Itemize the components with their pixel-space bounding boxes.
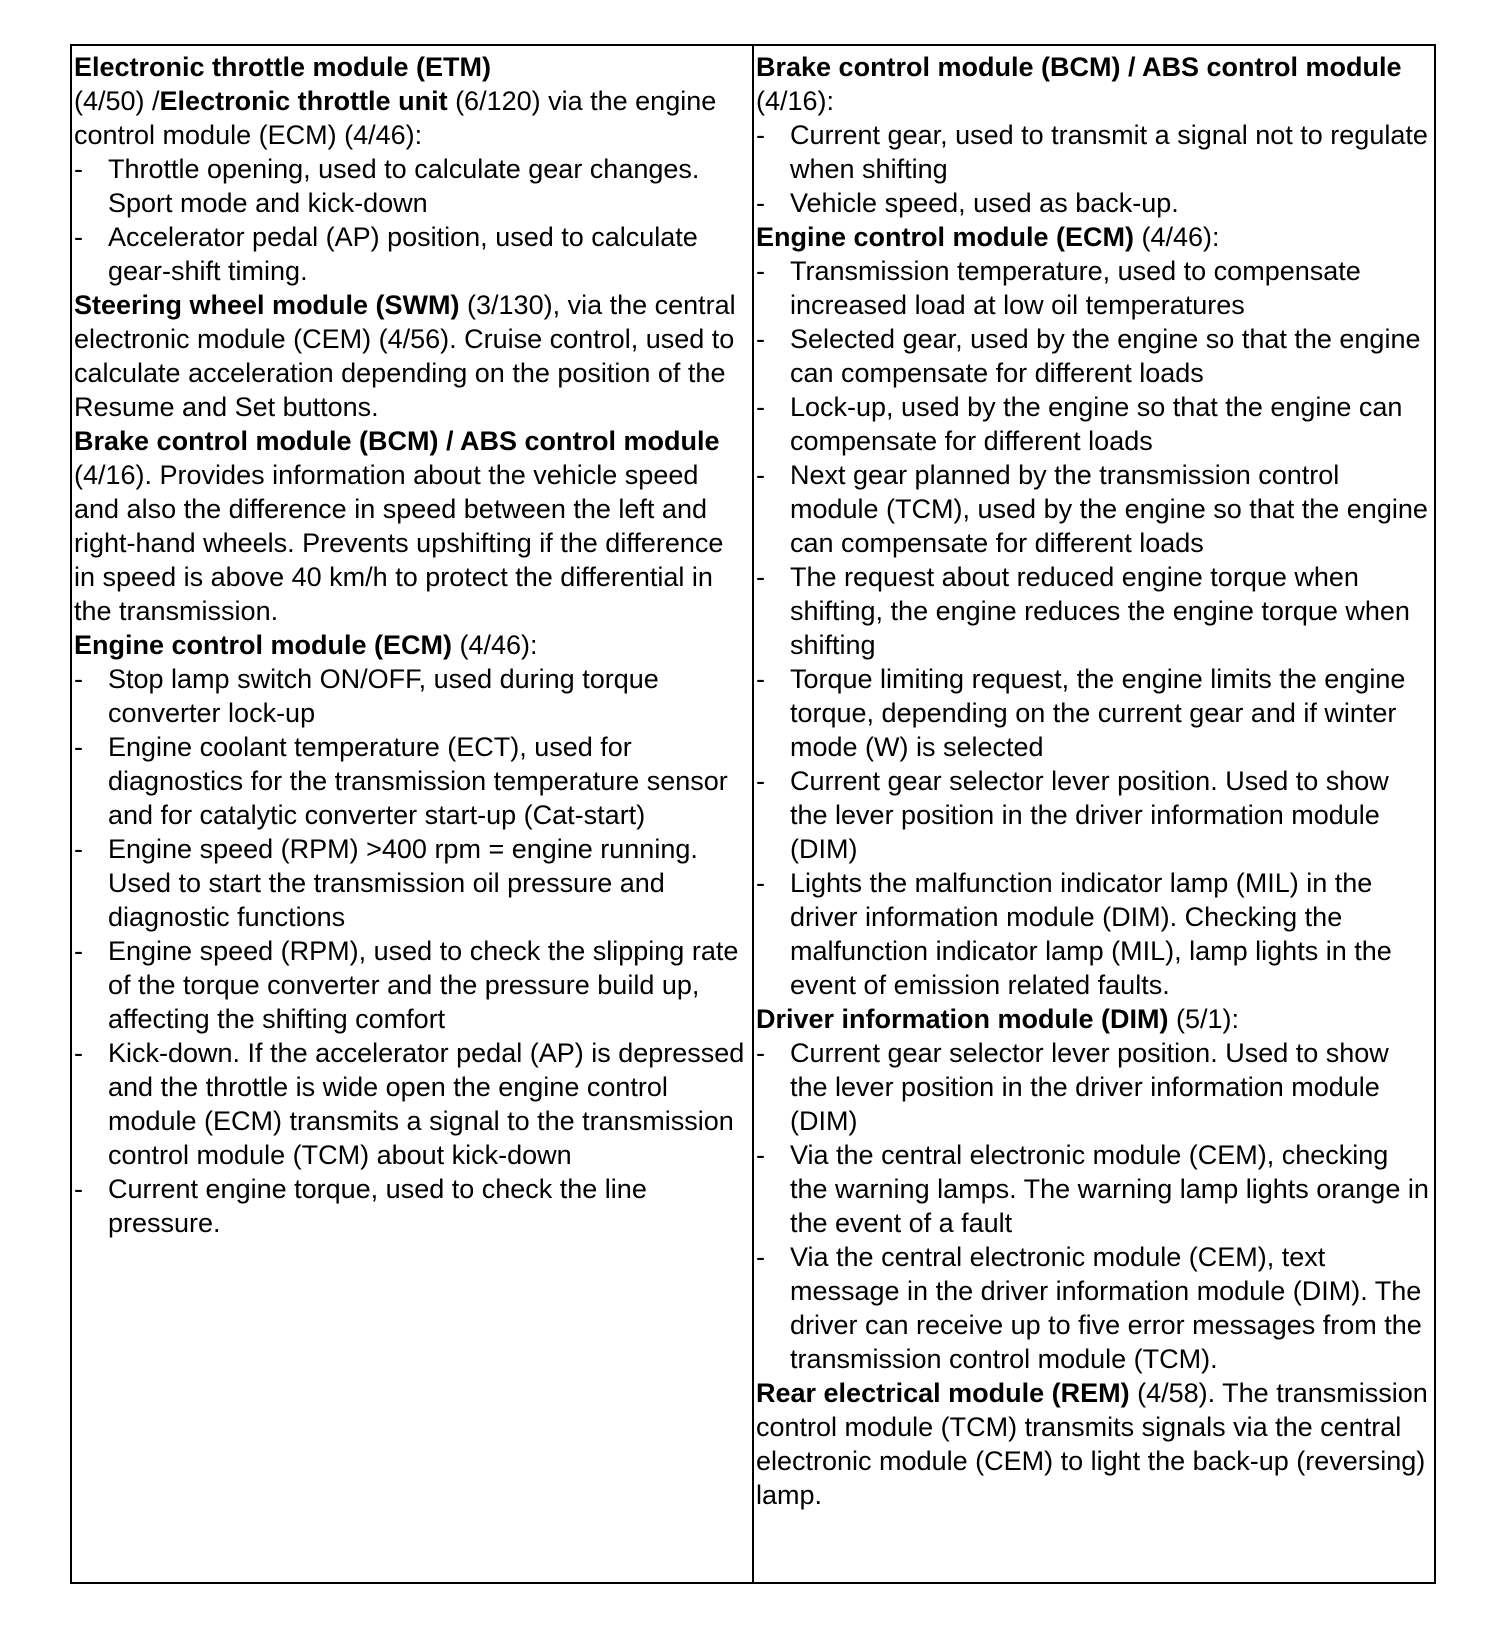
- list-item: - Transmission temperature, used to compensate increased load at low oil temperatures: [756, 256, 1361, 320]
- rem-text: (4/58). The transmission control module (TCM) transmits signals via the central electronic module (CEM) to light the back-up (reversing) lamp.: [756, 1378, 1428, 1510]
- list-item: - Current gear, used to transmit a signal not to regulate when shifting: [756, 120, 1428, 184]
- left-column: [72, 46, 754, 1582]
- ecm-ref: (4/46):: [1134, 222, 1220, 252]
- list-item: - Stop lamp switch ON/OFF, used during torque converter lock-up: [74, 664, 659, 728]
- bcm-section-heading: [756, 50, 1432, 118]
- signal-table: [70, 44, 1436, 1584]
- list-item: - Current engine torque, used to check the line pressure.: [74, 1174, 647, 1238]
- ecm-list: [756, 254, 1432, 1002]
- ecm-list: [74, 662, 750, 1240]
- list-item: - Selected gear, used by the engine so that the engine can compensate for different loads: [756, 324, 1421, 388]
- list-item: - Engine speed (RPM) >400 rpm = engine running. Used to start the transmission oil pressure and diagnostic functions: [74, 834, 698, 932]
- list-item: - Current gear selector lever position. Used to show the lever position in the driver information module (DIM): [756, 766, 1389, 864]
- swm-text: (3/130), via the central electronic module (CEM) (4/56). Cruise control, used to calculate acceleration depending on the position of the Resume and Set buttons.: [74, 290, 736, 422]
- list-item: - Throttle opening, used to calculate gear changes. Sport mode and kick-down: [74, 154, 700, 218]
- list-item: - Lights the malfunction indicator lamp (MIL) in the driver information module (DIM). Checking the malfunction indicator lamp (MIL), lamp lights in the event of emission related faults.: [756, 868, 1392, 1000]
- swm-section: [74, 288, 750, 424]
- right-column: [754, 46, 1434, 1582]
- ecm-section-heading: [74, 628, 750, 662]
- list-item: - The request about reduced engine torque when shifting, the engine reduces the engine torque when shifting: [756, 562, 1410, 660]
- rem-title: Rear electrical module (REM): [756, 1378, 1130, 1408]
- dim-title: Driver information module (DIM): [756, 1004, 1169, 1034]
- list-item: - Kick-down. If the accelerator pedal (AP) is depressed and the throttle is wide open the engine control module (ECM) transmits a signal to the transmission control module (TCM) about kick-down: [74, 1038, 745, 1170]
- list-item: - Current gear selector lever position. Used to show the lever position in the driver information module (DIM): [756, 1038, 1389, 1136]
- bcm-title: Brake control module (BCM) / ABS control module: [74, 426, 720, 456]
- ecm-title: Engine control module (ECM): [756, 222, 1134, 252]
- list-item: - Torque limiting request, the engine limits the engine torque, depending on the current gear and if winter mode (W) is selected: [756, 664, 1406, 762]
- etm-list: [74, 152, 750, 288]
- list-item: - Vehicle speed, used as back-up.: [756, 188, 1179, 218]
- list-item: - Next gear planned by the transmission control module (TCM), used by the engine so that the engine can compensate for different loads: [756, 460, 1428, 558]
- bcm-text: (4/16). Provides information about the vehicle speed and also the difference in speed between the left and right-hand wheels. Prevents upshifting if the difference in speed is above 40 km/h to protect the differential in the transmission.: [74, 460, 724, 626]
- list-item: - Via the central electronic module (CEM), text message in the driver information module (DIM). The driver can receive up to five error messages from the transmission control module (TCM).: [756, 1242, 1422, 1374]
- list-item: - Accelerator pedal (AP) position, used to calculate gear-shift timing.: [74, 222, 698, 286]
- list-item: - Engine coolant temperature (ECT), used for diagnostics for the transmission temperature sensor and for catalytic converter start-up (Cat-start): [74, 732, 728, 830]
- dim-ref: (5/1):: [1168, 1004, 1240, 1034]
- ecm-title: Engine control module (ECM): [74, 630, 452, 660]
- etm-ref: (4/50) /: [74, 86, 160, 116]
- swm-title: Steering wheel module (SWM): [74, 290, 460, 320]
- dim-section-heading: [756, 1002, 1432, 1036]
- bcm-section: [74, 424, 750, 628]
- list-item: - Engine speed (RPM), used to check the slipping rate of the torque converter and the pressure build up, affecting the shifting comfort: [74, 936, 739, 1034]
- dim-list: [756, 1036, 1432, 1376]
- ecm-ref: (4/46):: [452, 630, 538, 660]
- list-item: - Lock-up, used by the engine so that the engine can compensate for different loads: [756, 392, 1403, 456]
- rem-section: [756, 1376, 1432, 1512]
- bcm-title: Brake control module (BCM) / ABS control module: [756, 52, 1402, 82]
- list-item: - Via the central electronic module (CEM), checking the warning lamps. The warning lamp lights orange in the event of a fault: [756, 1140, 1429, 1238]
- ecm-section-heading: [756, 220, 1432, 254]
- etu-title: Electronic throttle unit: [159, 86, 448, 116]
- etm-section-heading: [74, 50, 750, 152]
- etm-title: Electronic throttle module (ETM): [74, 52, 492, 82]
- etu-ref: (6/120) via the engine control module (ECM) (4/46):: [74, 86, 717, 150]
- bcm-ref: (4/16):: [756, 86, 835, 116]
- bcm-list: [756, 118, 1432, 220]
